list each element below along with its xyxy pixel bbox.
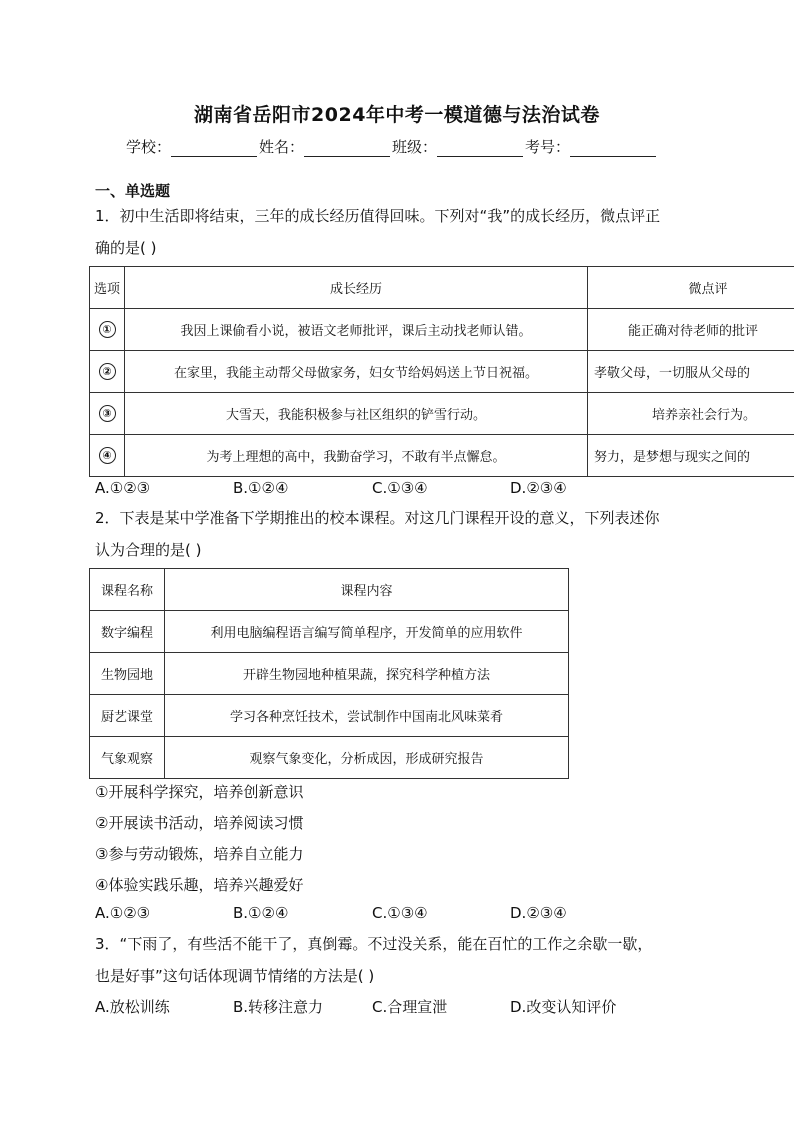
- option-d[interactable]: D.②③④: [510, 904, 567, 922]
- table-row: [90, 695, 569, 737]
- q2-stem-line1: 2．下表是某中学准备下学期推出的校本课程。对这几门课程开设的意义，下列表述你: [95, 509, 660, 527]
- option-number-cell: [90, 393, 125, 435]
- option-a[interactable]: A.①②③: [95, 479, 151, 497]
- comment-cell: 孝敬父母，一切服从父母的: [588, 351, 794, 393]
- table-row: [90, 737, 569, 779]
- header-cell: 成长经历: [125, 267, 588, 309]
- school-label: 学校：: [126, 138, 172, 156]
- circled-number: ③: [99, 405, 116, 422]
- course-name-cell: 生物园地: [90, 653, 165, 695]
- header-cell: 微点评: [588, 267, 794, 309]
- header-cell: 课程内容: [165, 569, 569, 611]
- class-blank[interactable]: [437, 140, 523, 157]
- experience-cell: 大雪天，我能积极参与社区组织的铲雪行动。: [125, 393, 588, 435]
- q2-statement: ②开展读书活动，培养阅读习惯: [95, 814, 304, 832]
- number-label: 考号：: [525, 138, 571, 156]
- header-cell: 课程名称: [90, 569, 165, 611]
- section-heading: 一、单选题: [95, 182, 171, 200]
- table-row: [90, 309, 794, 351]
- exam-title: 湖南省岳阳市2024年中考一模道德与法治试卷: [194, 104, 600, 126]
- course-content-cell: 利用电脑编程语言编写简单程序，开发简单的应用软件: [165, 611, 569, 653]
- option-number-cell: [90, 309, 125, 351]
- option-c[interactable]: C.①③④: [372, 904, 428, 922]
- course-name-cell: 数字编程: [90, 611, 165, 653]
- option-b[interactable]: B.①②④: [233, 479, 289, 497]
- option-b[interactable]: B.①②④: [233, 904, 289, 922]
- experience-cell: 我因上课偷看小说，被语文老师批评，课后主动找老师认错。: [125, 309, 588, 351]
- option-b[interactable]: B.转移注意力: [233, 998, 324, 1016]
- student-info-line: [126, 136, 658, 157]
- option-c[interactable]: C.合理宣泄: [372, 998, 448, 1016]
- q2-statement: ③参与劳动锻炼，培养自立能力: [95, 845, 304, 863]
- q1-table: [89, 266, 794, 477]
- header-cell: 选项: [90, 267, 125, 309]
- experience-cell: 为考上理想的高中，我勤奋学习，不敢有半点懈怠。: [125, 435, 588, 477]
- table-row: [90, 653, 569, 695]
- table-row: [90, 351, 794, 393]
- circled-number: ④: [99, 447, 116, 464]
- course-name-cell: 气象观察: [90, 737, 165, 779]
- option-number-cell: [90, 351, 125, 393]
- q2-statement: ④体验实践乐趣，培养兴趣爱好: [95, 876, 304, 894]
- comment-cell: 努力，是梦想与现实之间的: [588, 435, 794, 477]
- circled-number: ②: [99, 363, 116, 380]
- q1-stem-line1: 1．初中生活即将结束，三年的成长经历值得回味。下列对“我”的成长经历，微点评正: [95, 207, 661, 225]
- course-content-cell: 开辟生物园地种植果蔬，探究科学种植方法: [165, 653, 569, 695]
- course-content-cell: 观察气象变化，分析成因，形成研究报告: [165, 737, 569, 779]
- option-c[interactable]: C.①③④: [372, 479, 428, 497]
- number-blank[interactable]: [570, 140, 656, 157]
- name-blank[interactable]: [304, 140, 390, 157]
- course-name-cell: 厨艺课堂: [90, 695, 165, 737]
- table-header-row: [90, 569, 569, 611]
- table-row: [90, 393, 794, 435]
- table-header-row: [90, 267, 794, 309]
- experience-cell: 在家里，我能主动帮父母做家务，妇女节给妈妈送上节日祝福。: [125, 351, 588, 393]
- option-d[interactable]: D.改变认知评价: [510, 998, 617, 1016]
- table-row: [90, 611, 569, 653]
- class-label: 班级：: [392, 138, 438, 156]
- school-blank[interactable]: [171, 140, 257, 157]
- table-row: [90, 435, 794, 477]
- comment-cell: 培养亲社会行为。: [588, 393, 794, 435]
- option-number-cell: [90, 435, 125, 477]
- q1-stem-line2: 确的是( ): [95, 239, 157, 257]
- q3-stem-line2: 也是好事”这句话体现调节情绪的方法是( ): [95, 967, 375, 985]
- q2-statement: ①开展科学探究，培养创新意识: [95, 783, 304, 801]
- q2-table: [89, 568, 569, 779]
- q2-stem-line2: 认为合理的是( ): [95, 541, 202, 559]
- name-label: 姓名：: [259, 138, 305, 156]
- option-d[interactable]: D.②③④: [510, 479, 567, 497]
- course-content-cell: 学习各种烹饪技术，尝试制作中国南北风味菜肴: [165, 695, 569, 737]
- comment-cell: 能正确对待老师的批评: [588, 309, 794, 351]
- q3-stem-line1: 3．“下雨了，有些活不能干了，真倒霉。不过没关系，能在百忙的工作之余歇一歇，: [95, 935, 653, 953]
- circled-number: ①: [99, 321, 116, 338]
- option-a[interactable]: A.放松训练: [95, 998, 170, 1016]
- option-a[interactable]: A.①②③: [95, 904, 151, 922]
